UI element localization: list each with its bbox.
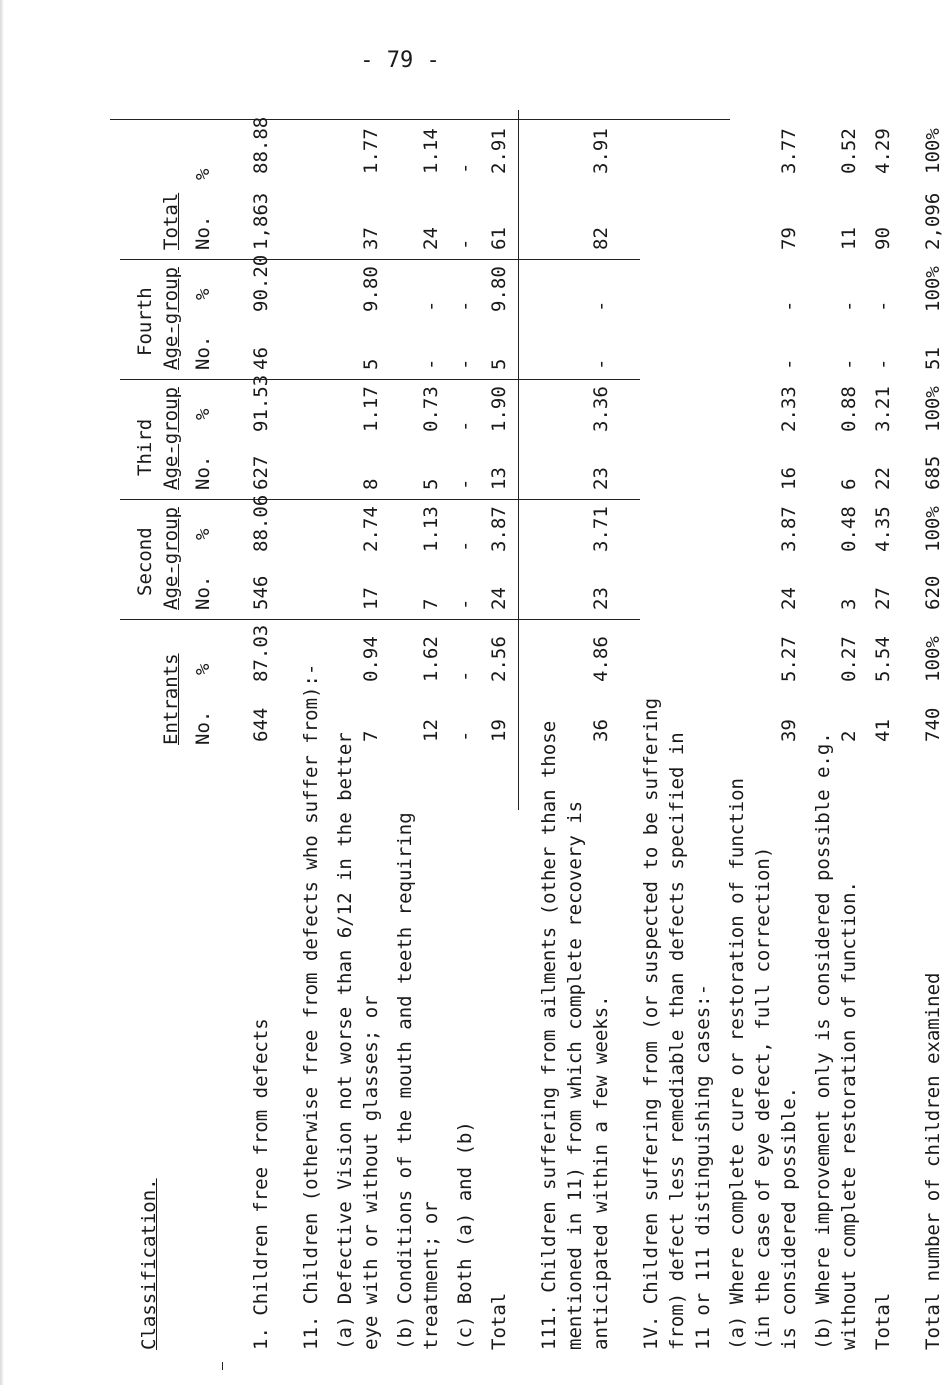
column-header-pct: %	[192, 288, 214, 300]
table-cell: -	[454, 162, 476, 174]
table-cell: -	[872, 358, 894, 370]
row-label: (a) Where complete cure or restoration of function	[726, 778, 748, 1350]
table-cell: 0.48	[838, 506, 860, 552]
table-cell: -	[420, 358, 442, 370]
table-cell: 100%	[922, 386, 944, 432]
table-cell: -	[454, 670, 476, 682]
table-cell: 3.77	[778, 128, 800, 174]
table-cell: 24	[778, 587, 800, 610]
table-cell: 100%	[922, 266, 944, 312]
table-cell: 61	[488, 227, 510, 250]
table-cell: 3.87	[778, 506, 800, 552]
row-label: from) defect less remediable than defects specified in	[666, 732, 688, 1350]
column-header-pct: %	[192, 408, 214, 420]
table-cell: 8	[360, 478, 382, 490]
table-cell: 36	[590, 719, 612, 742]
table-cell: -	[454, 420, 476, 432]
column-header-pct: %	[192, 528, 214, 540]
row-label: 111. Children suffering from ailments (other than those	[538, 720, 560, 1350]
table-cell: 88.06	[250, 494, 272, 552]
table-cell: 546	[250, 575, 272, 610]
table-cell: 90	[872, 227, 894, 250]
table-cell: 740	[922, 707, 944, 742]
table-cell: 11	[838, 227, 860, 250]
table-cell: 100%	[922, 128, 944, 174]
table-cell: -	[454, 478, 476, 490]
table-cell: 644	[250, 707, 272, 742]
table-cell: 87.03	[250, 624, 272, 682]
table-cell: 0.94	[360, 636, 382, 682]
table-cell: 2	[838, 730, 860, 742]
row-label: (b) Conditions of the mouth and teeth requiring	[394, 812, 416, 1350]
table-cell: 3.87	[488, 506, 510, 552]
table-cell: -	[590, 358, 612, 370]
table-cell: 82	[590, 227, 612, 250]
table-cell: 3	[838, 598, 860, 610]
row-label: (a) Defective Vision not worse than 6/12 in the better	[334, 732, 356, 1350]
column-header-no: No.	[192, 335, 214, 370]
table-cell: -	[872, 300, 894, 312]
row-label: Total number of children examined	[922, 972, 944, 1350]
table-cell: 627	[250, 455, 272, 490]
table-cell: 3.91	[590, 128, 612, 174]
table-cell: 7	[420, 598, 442, 610]
table-cell: 1.62	[420, 636, 442, 682]
table-cell: -	[454, 358, 476, 370]
row-label: (in the case of eye defect, full correction)	[752, 846, 774, 1350]
row-label: 11. Children (otherwise free from defects who suffer from):-	[300, 663, 322, 1350]
row-label: Total	[488, 1292, 510, 1350]
table-cell: 5	[488, 358, 510, 370]
table-cell: 13	[488, 467, 510, 490]
table-cell: 0.27	[838, 636, 860, 682]
table-cell: -	[838, 300, 860, 312]
row-label: treatment; or	[420, 1201, 442, 1350]
row-label: (b) Where improvement only is considered possible e.g.	[812, 732, 834, 1350]
table-cell: 2.56	[488, 636, 510, 682]
table-cell: 0.73	[420, 386, 442, 432]
group-header-line2: Entrants	[160, 653, 182, 745]
table-cell: -	[590, 300, 612, 312]
table-cell: 100%	[922, 506, 944, 552]
group-header-line2: Total	[160, 192, 182, 250]
table-cell: 91.53	[250, 374, 272, 432]
table-cell: -	[454, 730, 476, 742]
table-cell: 79	[778, 227, 800, 250]
table-cell: 88.88	[250, 116, 272, 174]
table-cell: 4.86	[590, 636, 612, 682]
group-header-line1: Fourth	[134, 287, 156, 356]
group-header-line2: Age-group	[160, 267, 182, 370]
table-cell: -	[454, 300, 476, 312]
table-cell: 39	[778, 719, 800, 742]
table-cell: -	[838, 358, 860, 370]
table-cell: 5	[420, 478, 442, 490]
table-cell: 9.80	[360, 266, 382, 312]
table-cell: 23	[590, 587, 612, 610]
classification-table	[110, 90, 944, 1370]
row-label: anticipated within a few weeks.	[590, 995, 612, 1350]
column-header-no: No.	[192, 710, 214, 745]
table-cell: 0.52	[838, 128, 860, 174]
row-label: is considered possible.	[778, 1086, 800, 1350]
table-cell: 4.35	[872, 506, 894, 552]
table-cell: 90.20	[250, 254, 272, 312]
table-cell: 16	[778, 467, 800, 490]
column-header-no: No.	[192, 215, 214, 250]
table-cell: 37	[360, 227, 382, 250]
table-cell: 3.71	[590, 506, 612, 552]
table-cell: 1.14	[420, 128, 442, 174]
table-cell: 46	[250, 347, 272, 370]
table-cell: 1.77	[360, 128, 382, 174]
group-separator	[120, 619, 640, 620]
table-cell: 51	[922, 347, 944, 370]
header-tick	[222, 1362, 223, 1370]
right-edge-rule	[110, 119, 730, 120]
table-cell: 24	[420, 227, 442, 250]
group-separator	[120, 499, 640, 500]
table-cell: 7	[360, 730, 382, 742]
table-cell: 23	[590, 467, 612, 490]
table-cell: 3.21	[872, 386, 894, 432]
table-cell: 41	[872, 719, 894, 742]
group-header-line2: Age-group	[160, 387, 182, 490]
column-header-pct: %	[192, 168, 214, 180]
group-separator	[120, 259, 640, 260]
group-separator	[120, 379, 640, 380]
table-cell: 1,863	[250, 192, 272, 250]
table-cell: 1.17	[360, 386, 382, 432]
table-cell: -	[454, 540, 476, 552]
row-label: Total	[872, 1292, 894, 1350]
table-cell: 4.29	[872, 128, 894, 174]
table-cell: 1.13	[420, 506, 442, 552]
table-cell: -	[778, 300, 800, 312]
table-cell: 2.33	[778, 386, 800, 432]
table-cell: 2.91	[488, 128, 510, 174]
page-number: - 79 -	[360, 48, 440, 73]
column-header-no: No.	[192, 455, 214, 490]
table-cell: 5.54	[872, 636, 894, 682]
row-label: mentioned in 11) from which complete recovery is	[564, 800, 586, 1350]
group-header-line1: Third	[134, 418, 156, 476]
table-cell: 5.27	[778, 636, 800, 682]
row-label: 1V. Children suffering from (or suspected to be suffering	[640, 697, 662, 1350]
scan-edge	[0, 0, 4, 1385]
table-cell: 2,096	[922, 192, 944, 250]
table-cell: 0.88	[838, 386, 860, 432]
table-cell: 12	[420, 719, 442, 742]
row-label: 11 or 111 distinguishing cases:-	[692, 983, 714, 1350]
table-cell: -	[454, 598, 476, 610]
group-header-line1: Second	[134, 527, 156, 596]
table-cell: -	[778, 358, 800, 370]
table-cell: 19	[488, 719, 510, 742]
column-header-no: No.	[192, 575, 214, 610]
table-cell: 24	[488, 587, 510, 610]
table-cell: 27	[872, 587, 894, 610]
table-cell: 685	[922, 455, 944, 490]
column-header-pct: %	[192, 663, 214, 675]
table-cell: 5	[360, 358, 382, 370]
row-label: (c) Both (a) and (b)	[454, 1121, 476, 1350]
table-cell: 9.80	[488, 266, 510, 312]
table-cell: 3.36	[590, 386, 612, 432]
table-cell: 6	[838, 478, 860, 490]
table-cell: 22	[872, 467, 894, 490]
row-label: eye with or without glasses; or	[360, 995, 382, 1350]
table-cell: 2.74	[360, 506, 382, 552]
table-cell: 1.90	[488, 386, 510, 432]
row-label: 1. Children free from defects	[250, 1018, 272, 1350]
table-cell: -	[420, 300, 442, 312]
classification-heading: Classification.	[138, 1178, 160, 1350]
subtotal-rule	[518, 110, 519, 810]
table-cell: 100%	[922, 636, 944, 682]
group-header-line2: Age-group	[160, 507, 182, 610]
table-cell: -	[454, 238, 476, 250]
row-label: without complete restoration of function.	[838, 881, 860, 1350]
table-cell: 620	[922, 575, 944, 610]
table-cell: 17	[360, 587, 382, 610]
